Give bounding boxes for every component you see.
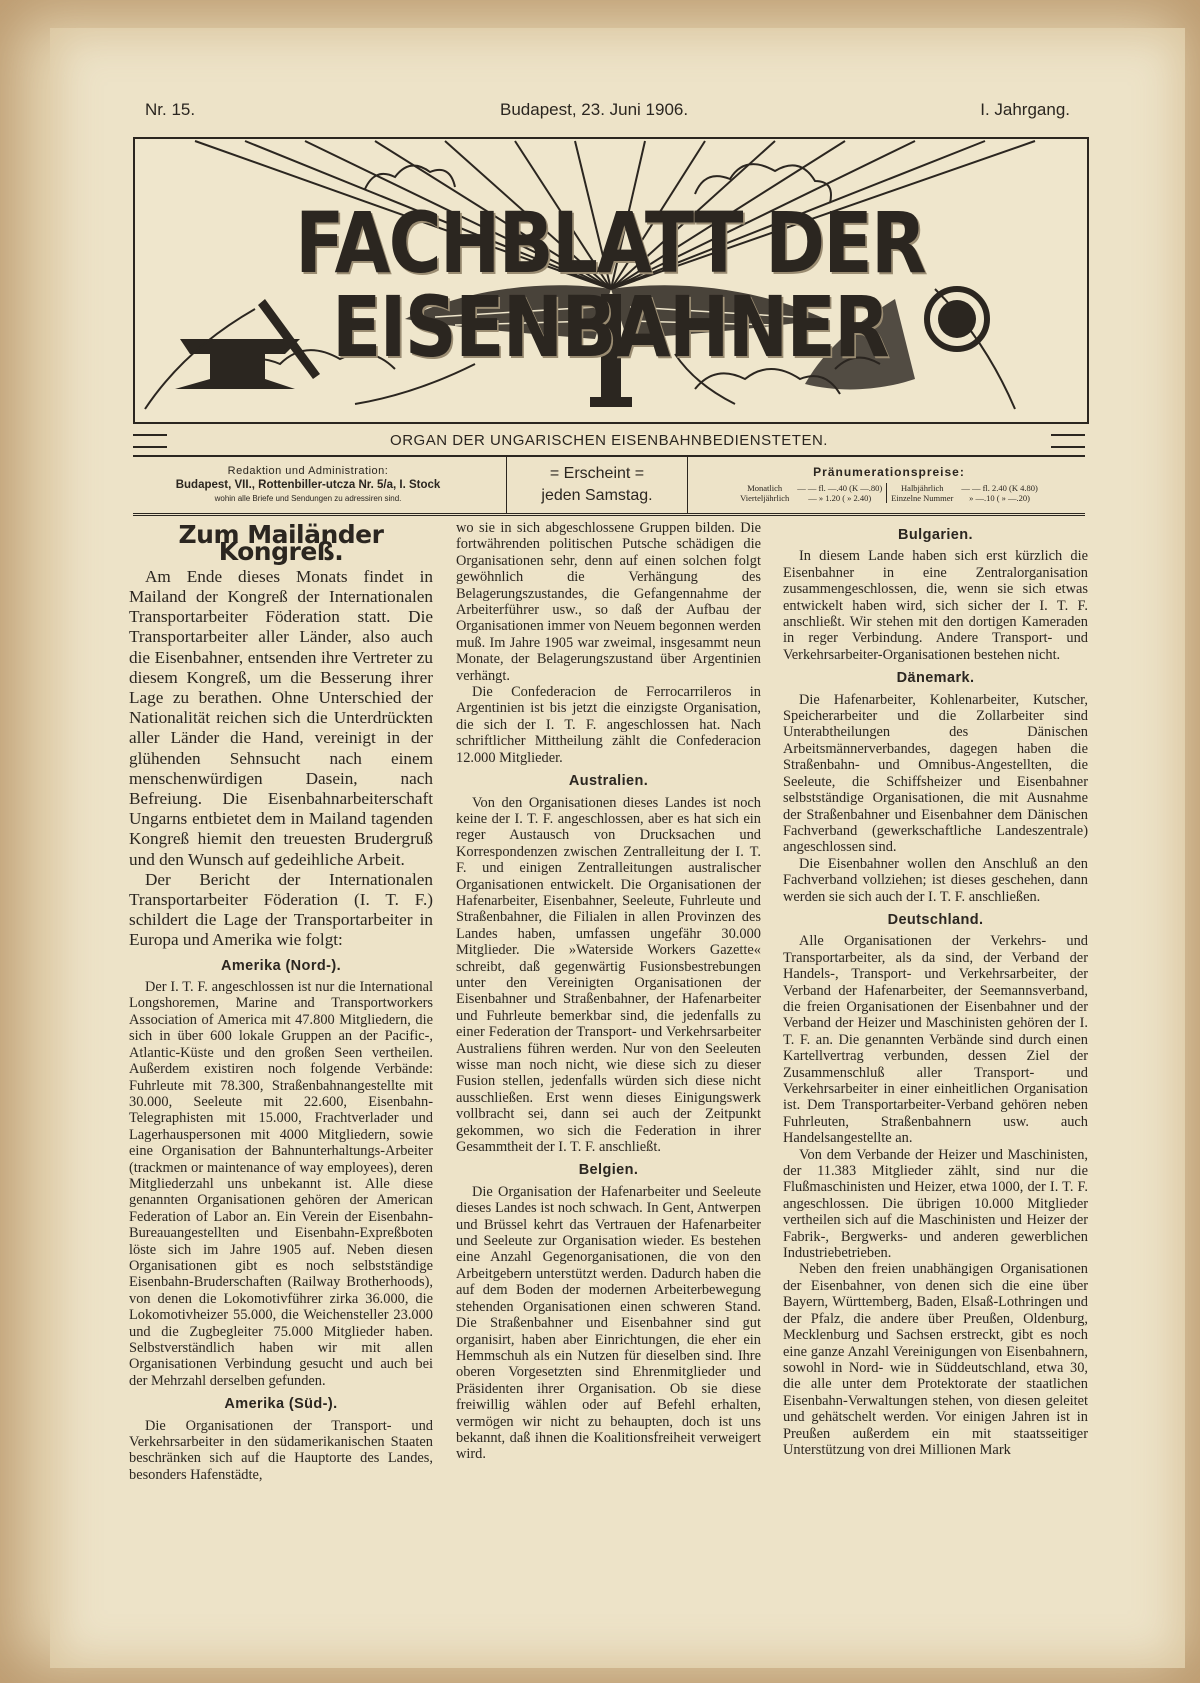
prices-row	[736, 493, 1042, 503]
section-text: Neben den freien unabhängigen Organisationen der Eisenbahner, von denen sich die eine über Bayern, Württemberg, Baden, Elsaß-Lothringen und der Pfalz, die andere über Preußen, Oldenburg, Mecklenburg und Sachsen erstreckt, gibt es noch eine ganze Anzahl Vereinigungen von Eisenbahnern, sowohl in Nord- wie in Süddeutschland, etwa 30, die alle unter dem Protektorate der staatlichen Eisenbahn-Verwaltungen stehen, von diesen geleitet und gehätschelt werden. Vor einigen Jahren ist in Preußen außerdem ein mit staatsseitiger Unterstützung von drei Millionen Mark	[783, 1261, 1088, 1458]
issue-date: Budapest, 23. Juni 1906.	[500, 100, 689, 119]
section-heading: Deutschland.	[887, 911, 984, 928]
publication-schedule	[506, 457, 688, 513]
article-intro: Der Bericht der Internationalen Transportarbeiter Föderation (I. T. F.) schildert die Lage der Transportarbeiter in Europa und Amerika wie folgt:	[129, 869, 433, 950]
prices-title: Pränumerationspreise:	[813, 465, 965, 479]
section-text: Von dem Verbande der Heizer und Maschinisten, der 11.383 Mitglieder zählt, sind nur die Flußmaschinisten und Heizer, etwa 1000, der I. T. F. angeschlossen. Die übrigen 10.000 Mitglieder vertheilen sich auf die Maschinisten und Heizer der Fabrik-, Bergwerks- und anderen gewerblichen Industriebetrieben.	[783, 1146, 1088, 1262]
section-heading: Bulgarien.	[898, 527, 973, 543]
section-heading: Dänemark.	[896, 670, 975, 687]
price-cell: Monatlich	[747, 483, 783, 493]
section-text: Die Hafenarbeiter, Kohlenarbeiter, Kutscher, Speicherarbeiter und die Zollarbeiter sind Unterabtheilungen des Dänischen Arbeitsmännerverbandes, dagegen haben die Straßenbahn- und Omnibus-Angestellten, die Seeleute, die Schiffsheizer und Eisenbahner selbstständige Organisationen, die mit Ausnahme der Straßenbahner und Eisenbahner dem Dänischen Fachverband (gewerkschaftliche Landeszentrale) angeschlossen sind.	[783, 691, 1088, 856]
section-text: Die Organisation der Hafenarbeiter und Seeleute dieses Landes ist noch schwach. In Gent, Antwerpen und Brüssel kehrt das Vertrauen der Hafenarbeiter und Seeleute zur Organisation wieder. Es bestehen eine Anzahl Gegenorganisationen, die von den Arbeitgebern unterstützt werden. Dadurch haben die auf dem Boden der modernen Arbeiterbewegung stehenden Organisationen einen schweren Stand. Die Straßenbahner und Eisenbahner sind gut organisirt, haben aber Einrichtungen, die eher ein Hemmschuh als ein Nutzen für dieselben sind. Ihre oberen Vorgesetzten sind Ehrenmitglieder und Präsidenten ihrer Organisation. Ob sie diese freiwillig wählen oder auf Befehl erhalten, vermögen wir nicht zu behaupten, doch ist uns bekannt, daß ihnen die Koalitionsfreiheit verweigert wird.	[456, 1183, 761, 1463]
erscheint-label: = Erscheint =	[549, 465, 645, 482]
section-heading: Belgien.	[578, 1162, 639, 1179]
section-text: Die Organisationen der Transport- und Verkehrsarbeiter in den südamerikanischen Staaten beschränken sich auf die Hauptorte des Landes, besonders Hafenstädte,	[129, 1417, 433, 1483]
column-1	[129, 520, 433, 1483]
article-intro: Am Ende dieses Monats findet in Mailand der Kongreß der Internationalen Transportarbeiter Föderation statt. Die Transportarbeiter aller Länder, also auch die Eisenbahner, entsenden ihre Vertreter zu diesem Kongreß, um die Besserung ihrer Lage zu berathen. Ohne Unterschied der Nationalität reichen sich die Unterdrückten aller Länder die Hand, vereinigt in der glühenden Sehnsucht nach einem menschenwürdigen Dasein, nach Befreiung. Die Eisenbahnarbeiterschaft Ungarns entbietet dem in Mailand tagenden Kongreß hiemit den treuesten Brudergruß und den Wunsch auf gedeihliche Arbeit.	[129, 566, 433, 869]
column-3	[783, 520, 1088, 1458]
section-heading: Amerika (Nord-).	[221, 957, 341, 974]
section-text: Der I. T. F. angeschlossen ist nur die International Longshoremen, Marine and Transportworkers Association of America mit 47.800 Mitgliedern, die sich in über 600 lokale Gruppen an der Pacific-, Atlantic-Küste und den großen Seen vertheilen. Außerdem existiren noch folgende Verbände: Fuhrleute mit 78.300, Straßenbahnangestellte mit 30.000, Seeleute mit 22.600, Eisenbahn-Telegraphisten mit 15.000, Frachtverlader und Lagerhauspersonen mit 4000 Mitgliedern, sowie eine Organisation der Bahnunterhaltungs-Arbeiter (trackmen or maintenance of way employees), deren Mitgliederzahl uns unbekannt ist. Alle diese genannten Organisationen gehören der American Federation of Labor an. Ein Verein der Eisenbahn-Bureauangestellten und Eisenbahn-Expreßboten löste sich im Jahre 1905 auf. Neben diesen Organisationen gibt es noch selbstständige Eisenbahn-Bruderschaften (Railway Brotherhoods), von denen die Lokomotivführer zirka 36.000, die Lokomotivheizer 55.000, die Weichensteller 23.000 und die Zugbegleiter 75.000 Mitglieder haben. Selbstverständlich haben wir mit allen Organisationen Verbindung gesucht und auch bei der Mehrzahl derselben gefunden.	[129, 979, 433, 1389]
issue-number: Nr. 15.	[145, 100, 196, 119]
prices-table	[736, 483, 1042, 503]
section-text: Die Confederacion de Ferrocarrileros in Argentinien ist bis jetzt die einzigste Organisation, die sich der I. T. F. angeschlossen hat. Nach schriftlicher Mittheilung zählt die Confederacion 12.000 Mitglieder.	[456, 684, 761, 766]
subscription-prices	[693, 465, 1085, 503]
price-cell: Halbjährlich	[887, 483, 958, 493]
issue-year: I. Jahrgang.	[980, 100, 1070, 119]
prices-row	[736, 483, 1042, 493]
section-heading: Amerika (Süd-).	[224, 1396, 338, 1413]
redaktion-label: Redaktion und Administration:	[227, 465, 389, 477]
ornament-left-icon	[133, 434, 167, 448]
editorial-address	[133, 465, 483, 503]
price-cell: — — fl. 2.40 (K 4.80)	[961, 483, 1038, 493]
header-line	[145, 100, 1070, 128]
price-cell: — » 1.20 ( » 2.40)	[808, 493, 872, 503]
organ-text: ORGAN DER UNGARISCHEN EISENBAHNBEDIENSTETEN.	[390, 432, 828, 449]
samstag-label: jeden Samstag.	[541, 487, 653, 504]
price-cell: Vierteljährlich	[740, 493, 790, 503]
article-title: Zum Mailänder Kongreß.	[178, 520, 384, 567]
info-row	[133, 455, 1085, 516]
masthead-title: FACHBLATT DER EISENBAHNER	[295, 194, 925, 376]
ornament-right-icon	[1051, 434, 1085, 448]
masthead	[133, 137, 1089, 424]
section-text: In diesem Lande haben sich erst kürzlich die Eisenbahner in eine Zentralorganisation zusammengeschlossen, die, wenn sie sich etwas entwickelt haben wird, sich sicher der I. T. F. anschließt. Wir stehen mit den dortigen Kameraden in reger Verbindung. Andere Transport- und Verkehrsarbeiter-Organisationen bestehen nicht.	[783, 548, 1088, 663]
address-note: wohin alle Briefe und Sendungen zu adressiren sind.	[214, 494, 402, 503]
address: Budapest, VII., Rottenbiller-utcza Nr. 5/a, I. Stock	[175, 479, 441, 491]
column-2	[456, 520, 761, 1463]
price-cell: » —.10 ( » —.20)	[969, 493, 1031, 503]
organ-line	[133, 432, 1085, 454]
section-text: Alle Organisationen der Verkehrs- und Transportarbeiter, als da sind, der Verband der Handels-, Transport- und Verkehrsarbeiter, der Verband der Hafenarbeiter, der Seemannsverband, die freien Organisationen der Eisenbahner und der Verband der Heizer und Maschinisten gehören der I. T. F. an. Die genannten Verbände sind durch einen Kartellvertrag verbunden, dessen Ziel der Zusammenschluß aller Transport- und Verkehrsarbeiter in einer einheitlichen Organisation ist. Dem Transportarbeiter-Verband gehören neben Fuhrleuten, Straßenbahnern usw. auch Handelsangestellte an.	[783, 933, 1088, 1147]
price-cell: — — fl. —.40 (K —.80)	[797, 483, 883, 493]
price-cell: Einzelne Nummer	[887, 493, 958, 503]
section-heading: Australien.	[568, 773, 649, 790]
section-text: wo sie in sich abgeschlossene Gruppen bilden. Die fortwährenden politischen Putsche schädigen die Organisationen sehr, denn auf einen solchen folgt gewöhnlich die Verhängung des Belagerungszustandes, die Gefangennahme der Arbeiterführer usw., so daß der Aufbau der Organisationen immer von Neuem begonnen werden muß. Im Jahre 1905 war zweimal, insgesammt neun Monate, der Belagerungszustand über Argentinien verhängt.	[456, 520, 761, 684]
section-text: Von den Organisationen dieses Landes ist noch keine der I. T. F. angeschlossen, aber es hat sich ein reger Austausch von Drucksachen und Korrespondenzen zwischen Zentralleitung der I. T. F. und einigen Zentralleitungen australischer Organisationen entwickelt. Die Organisationen der Hafenarbeiter, Eisenbahner, Seeleute, Fuhrleute und Straßenbahner, die Filialen in allen Provinzen des Landes haben, umfassen ungefähr 30.000 Mitglieder. Die »Waterside Workers Gazette« schreibt, daß gegenwärtig Fusionsbestrebungen unter den Vereinigten Organisationen der Eisenbahner und Straßenbahner, der Hafenarbeiter und Fuhrleute bemerkbar sind, die jedenfalls zu einer Federation der Transport- und Verkehrsarbeiter Australiens führen werden. Nur von den Seeleuten wisse man noch nicht, wie diese sich zu dieser Fusion stellen, jedenfalls würden sich diese nicht ausschließen. Erst wenn dieses Einigungswerk vollbracht sei, dann sei auch der Zeitpunkt gekommen, wo sich die Federation in ihrer Gesammtheit der I. T. F. anschließt.	[456, 794, 761, 1156]
section-text: Die Eisenbahner wollen den Anschluß an den Fachverband vollziehen; ist dieses geschehen, dann werden sie sich auch der I. T. F. anschließen.	[783, 855, 1088, 905]
